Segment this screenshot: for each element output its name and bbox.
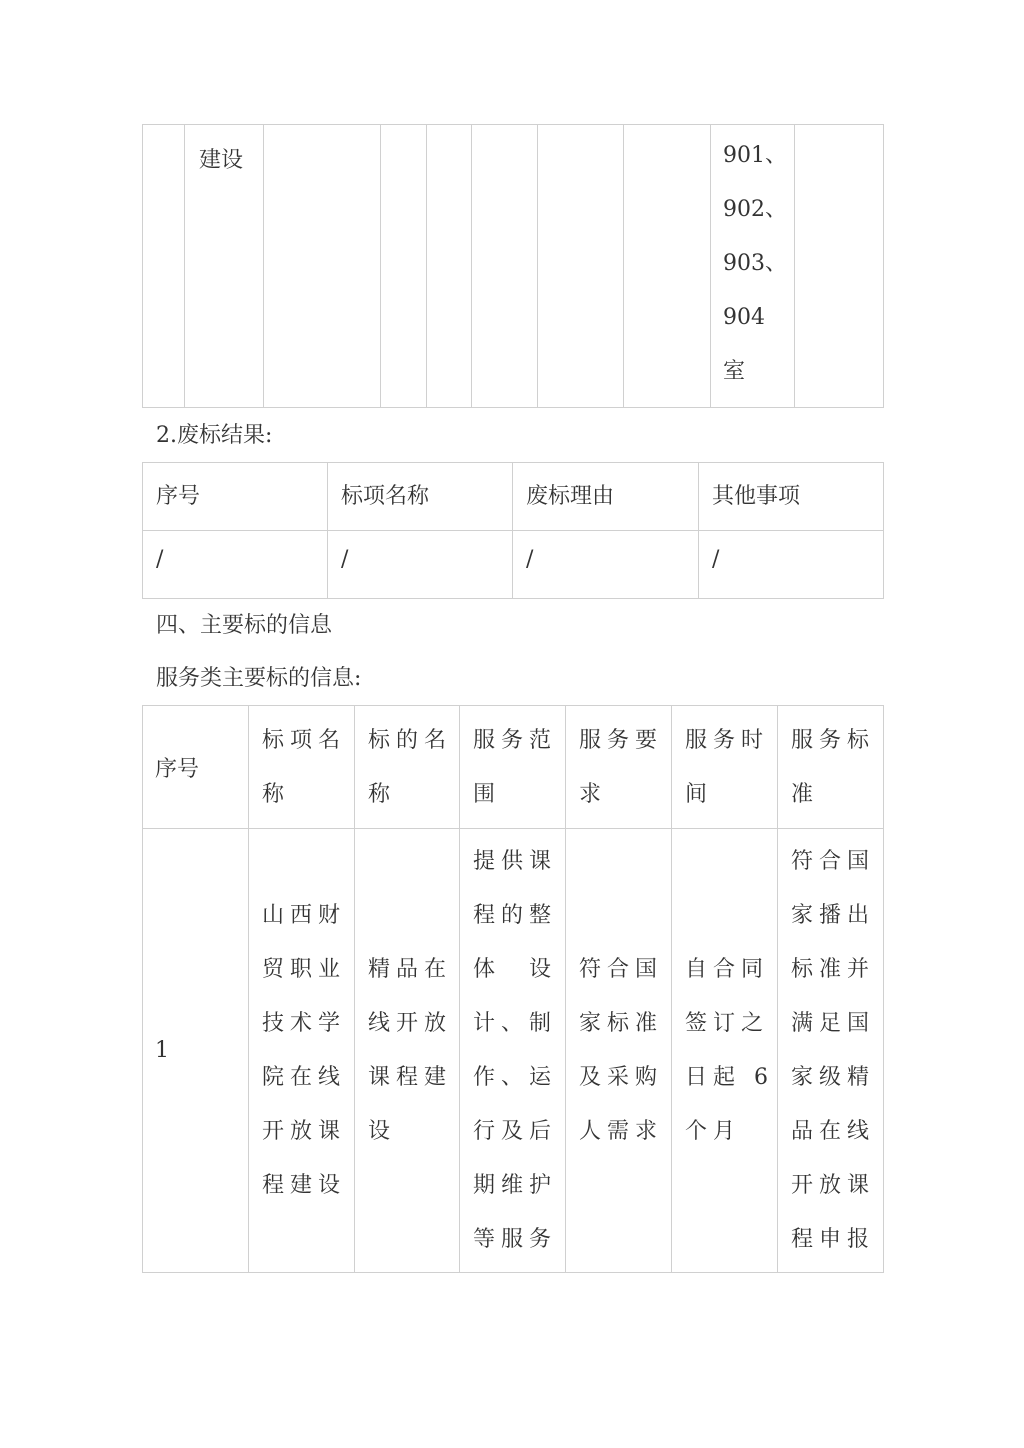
service-time-cell [672,829,778,1273]
cell-line: 开放课 [791,1172,876,1198]
cell-line: 作、运 [473,1064,558,1090]
location-line: 904 [723,305,765,330]
cell-line: 行及后 [473,1118,558,1144]
cell-line: 家级精 [791,1064,876,1090]
cell-line: 符合国 [791,848,876,874]
cell-line: 精品在 [368,956,453,982]
table-cell: / [143,531,328,599]
cell-line: 期维护 [473,1172,558,1198]
table-cell [427,125,472,408]
cell-line: 提供课 [473,848,558,874]
table-cell: / [328,531,513,599]
header-text: 服务范 [473,728,558,753]
cell-line: 体 设 [473,956,558,982]
header-text: 准 [791,782,820,807]
service-standard-cell [778,829,884,1273]
cell-line: 签订之 [685,1010,770,1036]
cell-line: 日起 6 [685,1064,774,1090]
index-cell [143,829,249,1273]
cell-line: 品在线 [791,1118,876,1144]
scope-cell [460,829,566,1273]
header-cell [778,706,884,829]
table-cell: / [513,531,699,599]
location-line: 902、 [723,197,787,222]
cell-line: 家播出 [791,902,876,928]
table-row [143,531,884,599]
location-line: 903、 [723,251,787,276]
header-text: 围 [473,782,502,807]
table-cell [381,125,427,408]
header-text: 称 [262,782,291,807]
cell-line: 设 [368,1118,397,1144]
item-name-tail: 建设 [199,148,244,173]
table-header-row [143,463,884,531]
cell-line: 开放课 [262,1118,347,1144]
table-cell [795,125,884,408]
header-text: 标的名 [368,728,453,753]
table-cell [264,125,381,408]
cell-line: 线开放 [368,1010,453,1036]
subject-name-cell [355,829,460,1273]
cell-line: 程的整 [473,902,558,928]
cell-line: 家标准 [579,1010,664,1036]
header-cell [249,706,355,829]
header-text: 称 [368,782,397,807]
table-cell [143,125,185,408]
header-cell: 废标理由 [513,463,699,531]
main-subject-heading: 四、主要标的信息 [156,613,333,638]
header-cell: 其他事项 [699,463,884,531]
cell-line: 人需求 [579,1118,664,1144]
cell-line: 及采购 [579,1064,664,1090]
item-name-cell [249,829,355,1273]
header-cell: 标项名称 [328,463,513,531]
invalid-bid-table [142,462,884,599]
header-text: 标项名 [262,728,347,753]
cell-line: 程建设 [262,1172,347,1198]
continued-table [142,124,884,408]
cell-line: 符合国 [579,956,664,982]
cell-line: 满足国 [791,1010,876,1036]
cell-line: 标准并 [791,956,876,982]
header-cell [672,706,778,829]
cell-line: 计、制 [473,1010,558,1036]
table-cell [624,125,711,408]
header-text: 服务要 [579,728,664,753]
table-cell: / [699,531,884,599]
requirement-cell [566,829,672,1273]
table-cell [472,125,538,408]
cell-line: 等服务 [473,1226,558,1252]
cell-line: 程申报 [791,1226,876,1252]
table-cell [185,125,264,408]
invalid-bid-heading: 2.废标结果: [156,423,273,448]
header-cell [355,706,460,829]
header-cell: 序号 [143,463,328,531]
service-subject-table [142,705,884,1273]
table-cell [538,125,624,408]
location-cell [711,125,795,408]
cell-line: 贸职业 [262,956,347,982]
header-text: 求 [579,782,608,807]
header-text: 服务标 [791,728,876,753]
header-cell [566,706,672,829]
cell-line: 课程建 [368,1064,453,1090]
header-cell [460,706,566,829]
service-subject-subheading: 服务类主要标的信息: [156,666,362,691]
cell-line: 山西财 [262,902,347,928]
cell-line: 自合同 [685,956,770,982]
header-cell [143,706,249,829]
table-header-row [143,706,884,829]
header-text: 序号 [155,756,200,782]
header-text: 间 [685,782,714,807]
header-text: 服务时 [685,728,770,753]
cell-line: 个月 [685,1118,742,1144]
cell-line: 技术学 [262,1010,347,1036]
row-index: 1 [155,1038,169,1063]
location-line: 室 [723,359,746,384]
location-line: 901、 [723,143,787,168]
table-row [143,829,884,1273]
cell-line: 院在线 [262,1064,347,1090]
